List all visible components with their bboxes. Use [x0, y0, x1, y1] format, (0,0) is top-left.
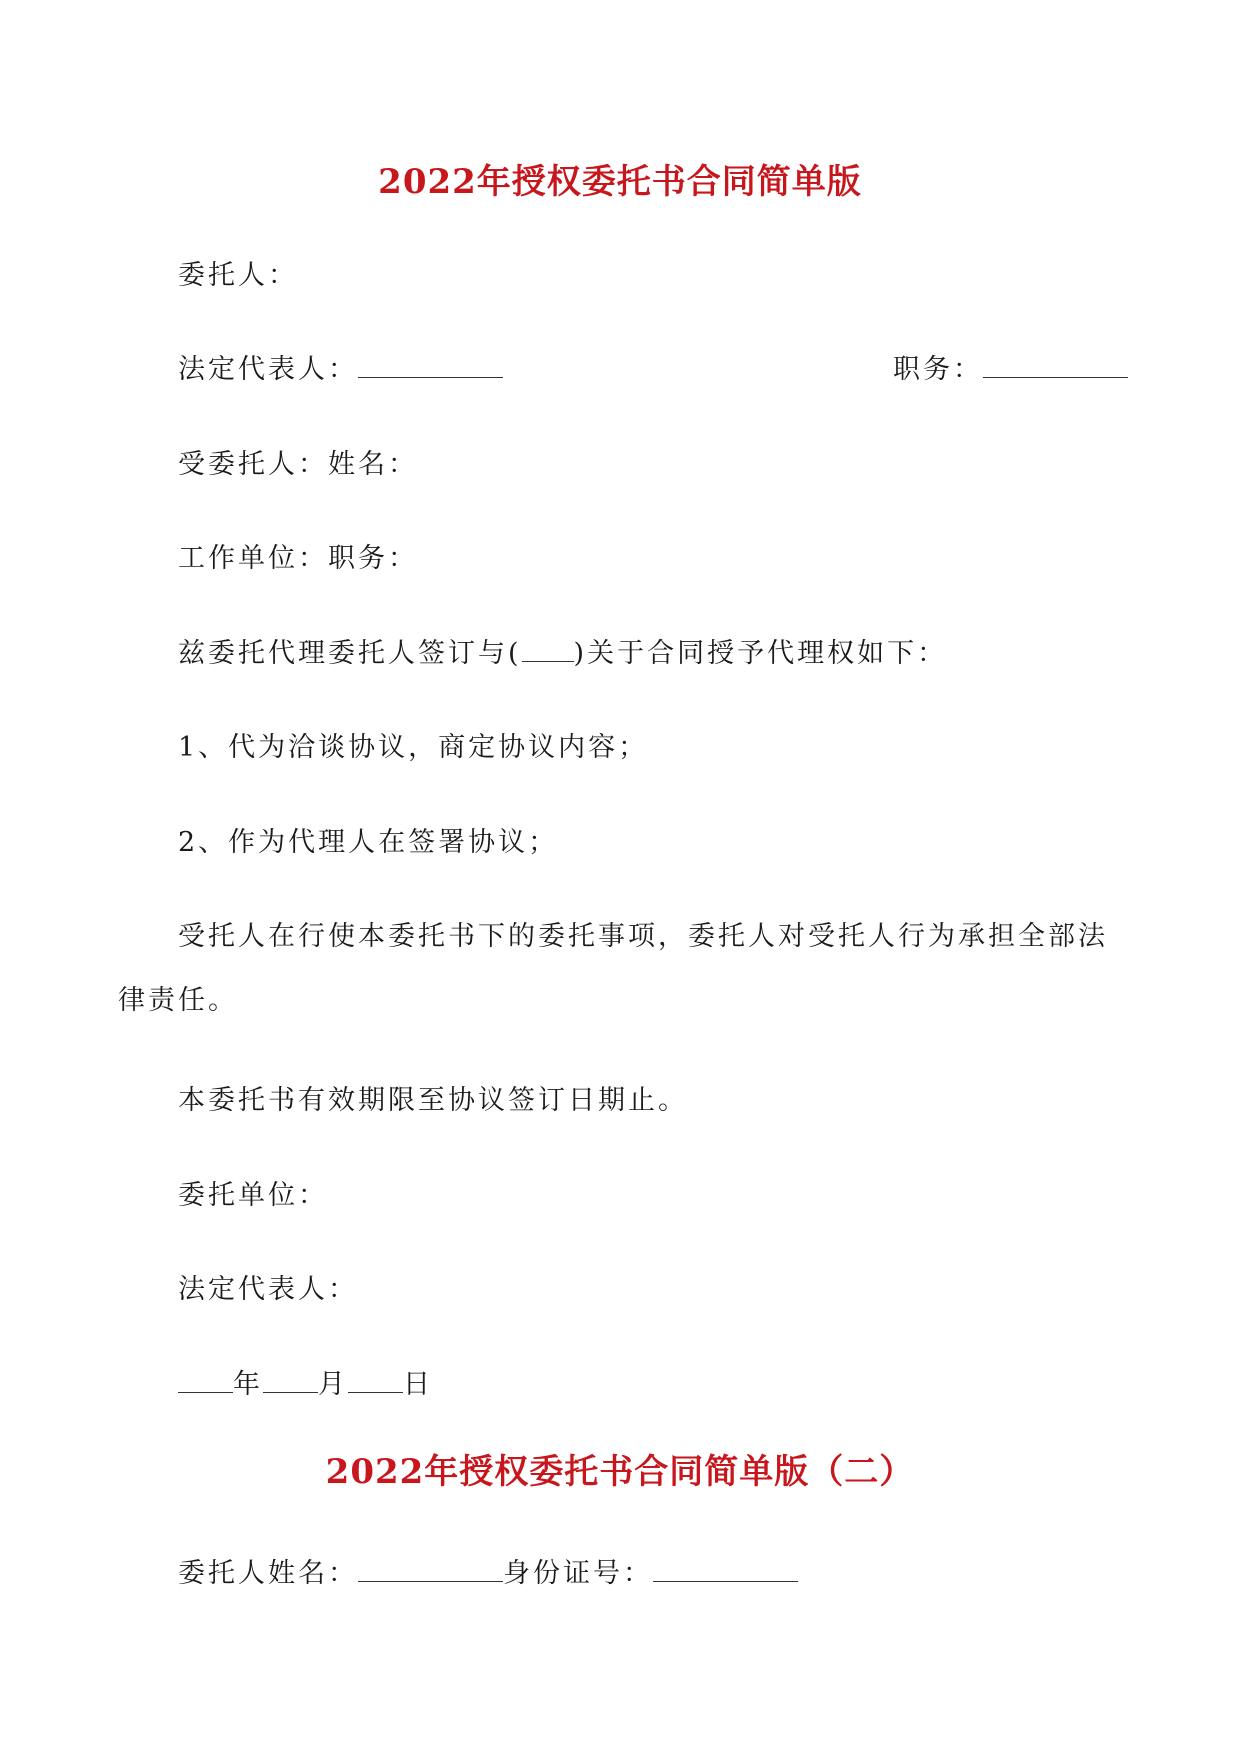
entrusting-unit-line: 委托单位： — [178, 1180, 328, 1211]
item-1: 1、代为洽谈协议，商定协议内容； — [178, 732, 649, 763]
authorization-line — [178, 636, 947, 672]
legal-rep-line — [178, 352, 503, 388]
agent-name-line — [178, 447, 418, 483]
principal-line — [178, 258, 298, 294]
position-blank[interactable] — [983, 353, 1128, 378]
counterparty-blank[interactable] — [522, 637, 574, 662]
day-label: 日 — [403, 1369, 433, 1400]
document-title: 2022年授权委托书合同简单版 — [378, 162, 862, 202]
legal-rep-sign-line: 法定代表人： — [178, 1274, 358, 1305]
item-2: 2、作为代理人在签署协议； — [178, 827, 559, 858]
legal-rep-label: 法定代表人： — [178, 354, 358, 385]
date-line — [178, 1367, 433, 1403]
id-number-blank[interactable] — [653, 1557, 798, 1582]
work-unit-label: 工作单位：职务： — [178, 543, 418, 574]
section2-title: 2022年授权委托书合同简单版（二） — [325, 1452, 915, 1492]
year-label: 年 — [233, 1369, 263, 1400]
principal-label: 委托人： — [178, 260, 298, 291]
principal-name-label: 委托人姓名： — [178, 1558, 358, 1589]
validity-line: 本委托书有效期限至协议签订日期止。 — [178, 1085, 688, 1116]
work-unit-line — [178, 541, 418, 577]
responsibility-paragraph: 受托人在行使本委托书下的委托事项，委托人对受托人行为承担全部法律责任。 — [118, 921, 1108, 1016]
day-blank[interactable] — [348, 1368, 403, 1393]
year-blank[interactable] — [178, 1368, 233, 1393]
id-number-label: 身份证号： — [503, 1558, 653, 1589]
position-field — [893, 352, 1128, 388]
authorization-text-a: 兹委托代理委托人签订与( — [178, 638, 522, 669]
month-blank[interactable] — [263, 1368, 318, 1393]
agent-name-label: 受委托人：姓名： — [178, 449, 418, 480]
principal-name-blank[interactable] — [358, 1557, 503, 1582]
month-label: 月 — [318, 1369, 348, 1400]
principal-id-line — [178, 1556, 798, 1592]
legal-rep-blank[interactable] — [358, 353, 503, 378]
position-label: 职务： — [893, 354, 983, 385]
authorization-text-b: )关于合同授予代理权如下： — [573, 638, 948, 669]
